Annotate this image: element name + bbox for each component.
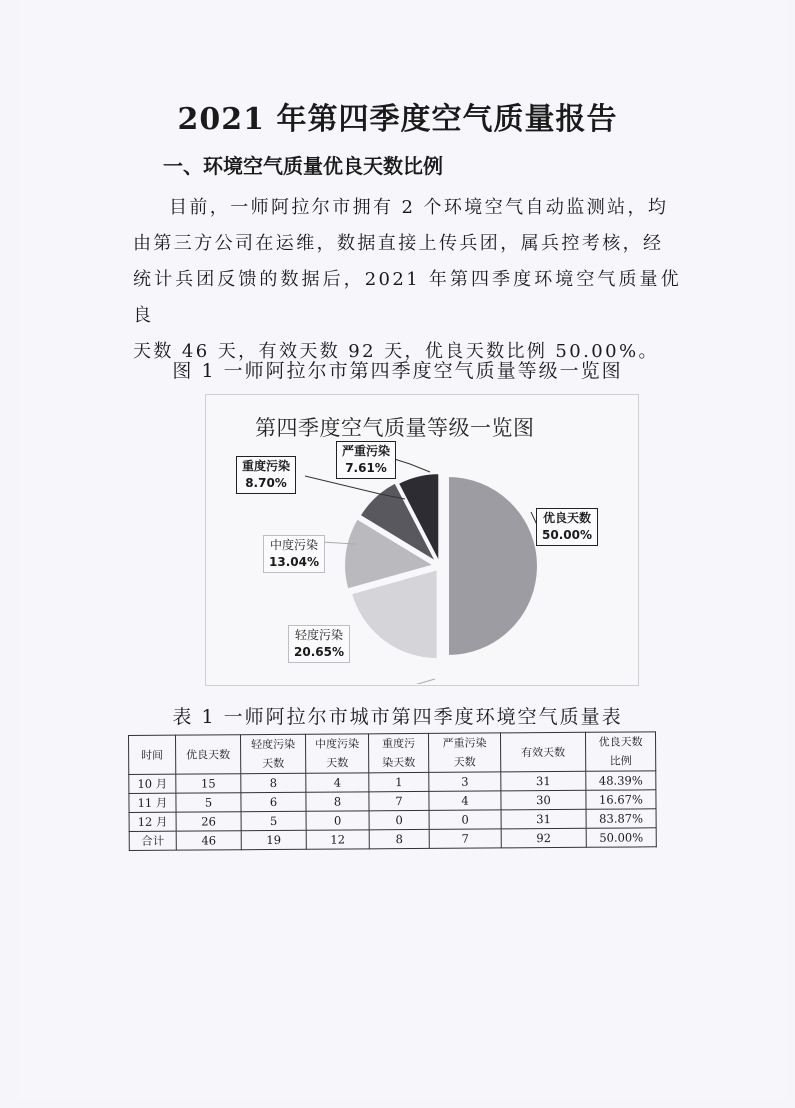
label-category: 严重污染 [342, 444, 391, 458]
table-cell: 48.39% [586, 771, 656, 790]
label-percent: 50.00% [542, 528, 592, 542]
table-cell: 3 [429, 772, 501, 792]
table-cell: 8 [306, 792, 369, 811]
label-category: 轻度污染 [294, 628, 343, 642]
table-cell: 19 [241, 830, 306, 849]
table-cell: 7 [429, 829, 501, 849]
table-header-cell: 严重污染 天数 [428, 733, 500, 773]
pie-slice-0 [448, 476, 538, 656]
chart-title: 第四季度空气质量等级一览图 [255, 416, 535, 440]
table-cell: 8 [369, 829, 429, 848]
table-cell: 26 [176, 812, 241, 831]
table-cell: 83.87% [586, 809, 656, 828]
table-cell: 12 [306, 830, 369, 849]
table-cell: 7 [369, 791, 429, 810]
label-percent: 13.04% [269, 555, 319, 569]
figure-caption: 图 1 一师阿拉尔市第四季度空气质量等级一览图 [172, 360, 623, 382]
table-cell: 合计 [129, 831, 176, 850]
label-category: 中度污染 [269, 538, 318, 552]
table-header-cell: 有效天数 [500, 732, 585, 772]
table-cell: 4 [429, 791, 501, 811]
table-cell: 5 [241, 811, 306, 830]
table-cell: 11 月 [129, 793, 176, 812]
table-header-cell: 优良天数 比例 [585, 732, 655, 771]
paragraph-line: 目前，一师阿拉尔市拥有 2 个环境空气自动监测站，均 [169, 197, 669, 218]
label-severe-pollution [336, 441, 396, 479]
paragraph-line: 天数 46 天，有效天数 92 天，优良天数比例 50.00%。 [133, 341, 659, 362]
table-cell: 0 [306, 811, 369, 830]
table-cell: 4 [306, 773, 369, 792]
table-header-cell: 时间 [129, 735, 176, 774]
table-cell: 30 [501, 790, 586, 810]
label-excellent [536, 508, 598, 546]
label-category: 优良天数 [542, 511, 591, 525]
air-quality-table [128, 731, 657, 851]
table-cell: 1 [369, 772, 429, 791]
label-heavy-pollution [236, 456, 296, 494]
table-cell: 8 [241, 773, 306, 792]
table-cell: 50.00% [586, 828, 656, 847]
table-cell: 5 [176, 793, 241, 812]
body-paragraph [133, 190, 681, 370]
table-cell: 16.67% [586, 790, 656, 809]
table-row [129, 828, 656, 851]
table-cell: 0 [429, 810, 501, 830]
table-cell: 10 月 [129, 774, 176, 793]
label-percent: 7.61% [345, 461, 387, 475]
table-cell: 31 [501, 809, 586, 829]
label-category: 重度污染 [242, 459, 291, 473]
document-title: 2021 年第四季度空气质量报告 [177, 102, 618, 137]
table-cell: 46 [176, 831, 241, 850]
table-header-cell: 优良天数 [176, 735, 241, 774]
label-percent: 20.65% [294, 645, 344, 659]
table-cell: 12 月 [129, 812, 176, 831]
section-heading: 一、环境空气质量优良天数比例 [163, 154, 443, 178]
table-cell: 6 [241, 792, 306, 811]
label-moderate-pollution [263, 535, 325, 573]
table-cell: 0 [369, 810, 429, 829]
table-cell: 92 [501, 828, 586, 848]
label-light-pollution [288, 625, 350, 663]
leader-line [355, 679, 435, 684]
paragraph-line: 统计兵团反馈的数据后，2021 年第四季度环境空气质量优良 [133, 269, 681, 326]
table-header-cell: 中度污染 天数 [305, 734, 368, 773]
paragraph-line: 由第三方公司在运维，数据直接上传兵团，属兵控考核，经 [133, 233, 664, 254]
table-header-cell: 轻度污染 天数 [241, 734, 306, 773]
table-cell: 15 [176, 774, 241, 793]
table-cell: 31 [501, 771, 586, 791]
table-header-cell: 重度污 染天数 [368, 733, 428, 772]
table-caption: 表 1 一师阿拉尔市城市第四季度环境空气质量表 [172, 706, 623, 728]
label-percent: 8.70% [245, 476, 287, 490]
table-header-row [129, 732, 656, 775]
